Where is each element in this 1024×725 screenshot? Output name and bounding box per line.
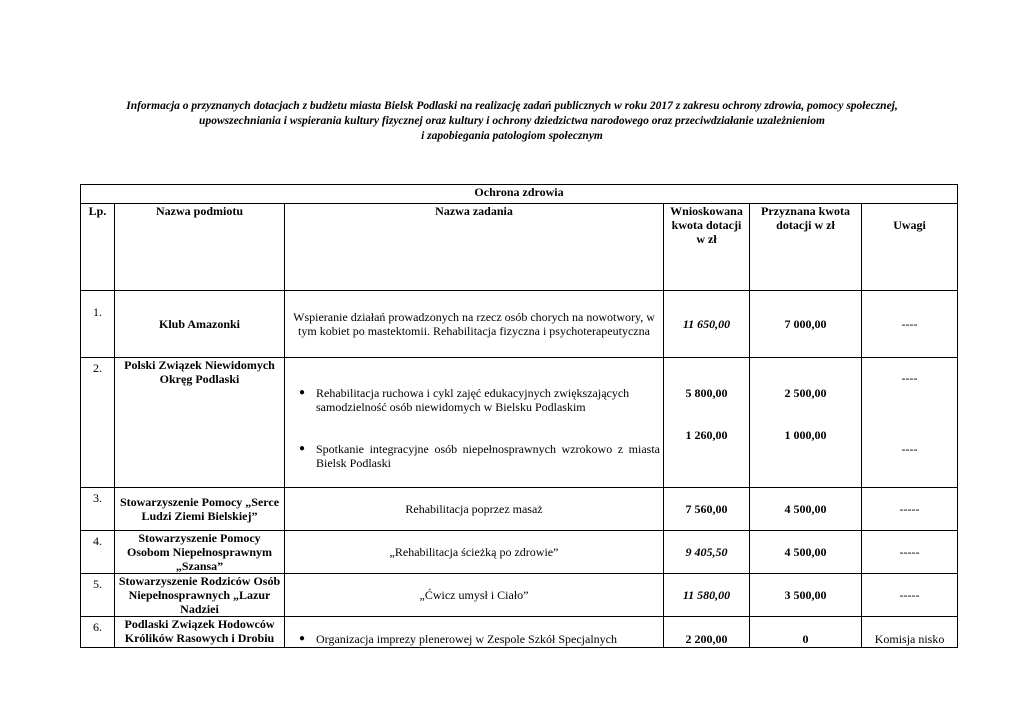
row-task: Wspieranie działań prowadzonych na rzecz osób chorych na nowotwory, w tym kobiet po mastektomii. Rehabilitacja fizyczna i psychoterapeutyczna xyxy=(285,291,664,358)
row-task: „Rehabilitacja ścieżką po zdrowie” xyxy=(285,531,664,574)
row-requested: 11 650,00 xyxy=(664,291,750,358)
header-entity: Nazwa podmiotu xyxy=(115,204,285,291)
subtask-item: ● Spotkanie integracyjne osób niepełnosprawnych wzrokowo z miasta Bielsk Podlaski xyxy=(288,442,660,470)
row-granted xyxy=(750,358,862,488)
grants-table xyxy=(80,184,958,648)
header-requested: Wnioskowana kwota dotacji w zł xyxy=(664,204,750,291)
row-requested: 9 405,50 xyxy=(664,531,750,574)
row-entity: Podlaski Związek Hodowców Królików Rasowych i Drobiu xyxy=(115,617,285,648)
row-lp: 5. xyxy=(81,574,115,617)
row-lp: 2. xyxy=(81,358,115,488)
row-granted: 4 500,00 xyxy=(750,488,862,531)
bullet-icon: ● xyxy=(298,633,306,644)
row-granted: 7 000,00 xyxy=(750,291,862,358)
table-row xyxy=(81,574,958,617)
row-requested: 11 580,00 xyxy=(664,574,750,617)
subtask-granted: 1 000,00 xyxy=(784,428,827,442)
row-task: „Ćwicz umysł i Ciało” xyxy=(285,574,664,617)
row-notes: ----- xyxy=(862,531,958,574)
title-line-2: upowszechniania i wspierania kultury fizycznej oraz kultury i ochrony dziedzictwa narodowego oraz przeciwdziałanie uzależnieniom xyxy=(199,115,825,127)
title-line-3: i zapobiegania patologiom społecznym xyxy=(421,130,603,142)
row-entity: Stowarzyszenie Pomocy „Serce Ludzi Ziemi Bielskiej” xyxy=(115,488,285,531)
subtask-granted: 2 500,00 xyxy=(784,386,827,400)
row-lp: 3. xyxy=(81,488,115,531)
row-entity: Stowarzyszenie Rodziców Osób Niepełnosprawnych „Lazur Nadziei xyxy=(115,574,285,617)
row-lp: 1. xyxy=(81,291,115,358)
header-notes: Uwagi xyxy=(862,204,958,291)
row-lp: 4. xyxy=(81,531,115,574)
subtask-notes: ---- xyxy=(901,371,918,385)
row-requested: 7 560,00 xyxy=(664,488,750,531)
subtask-requested: 5 800,00 xyxy=(685,386,728,400)
row-notes xyxy=(862,358,958,488)
row-requested xyxy=(664,358,750,488)
table-row xyxy=(81,291,958,358)
row-granted: 4 500,00 xyxy=(750,531,862,574)
table-row xyxy=(81,488,958,531)
table-row xyxy=(81,531,958,574)
row-notes: ----- xyxy=(862,574,958,617)
subtask-item: ● Organizacja imprezy plenerowej w Zespole Szkół Specjalnych xyxy=(288,632,660,647)
table-row xyxy=(81,358,958,488)
section-title: Ochrona zdrowia xyxy=(81,185,958,204)
row-granted: 0 xyxy=(750,617,862,648)
subtask-item: ● Rehabilitacja ruchowa i cykl zajęć edukacyjnych zwiększających samodzielność osób niewidomych w Bielsku Podlaskim xyxy=(288,386,660,414)
title-line-1: Informacja o przyznanych dotacjach z budżetu miasta Bielsk Podlaski na realizację zadań publicznych w roku 2017 z zakresu ochrony zdrowia, pomocy społecznej, xyxy=(126,100,898,112)
row-requested: 2 200,00 xyxy=(664,617,750,648)
row-notes: ----- xyxy=(862,488,958,531)
row-lp: 6. xyxy=(81,617,115,648)
header-task: Nazwa zadania xyxy=(285,204,664,291)
row-task: Rehabilitacja poprzez masaż xyxy=(285,488,664,531)
section-header-row xyxy=(81,185,958,204)
subtask-notes: ---- xyxy=(901,442,918,456)
bullet-icon: ● xyxy=(298,443,306,454)
table-row xyxy=(81,617,958,648)
row-entity: Stowarzyszenie Pomocy Osobom Niepełnosprawnym „Szansa” xyxy=(115,531,285,574)
row-granted: 3 500,00 xyxy=(750,574,862,617)
row-task xyxy=(285,358,664,488)
bullet-icon: ● xyxy=(298,387,306,398)
header-granted: Przyznana kwota dotacji w zł xyxy=(750,204,862,291)
row-task xyxy=(285,617,664,648)
header-lp: Lp. xyxy=(81,204,115,291)
row-notes: Komisja nisko xyxy=(862,617,958,648)
page-title xyxy=(60,99,964,144)
row-entity: Klub Amazonki xyxy=(115,291,285,358)
column-header-row xyxy=(81,204,958,291)
subtask-requested: 1 260,00 xyxy=(685,428,728,442)
row-notes: ---- xyxy=(862,291,958,358)
row-entity: Polski Związek Niewidomych Okręg Podlaski xyxy=(115,358,285,488)
